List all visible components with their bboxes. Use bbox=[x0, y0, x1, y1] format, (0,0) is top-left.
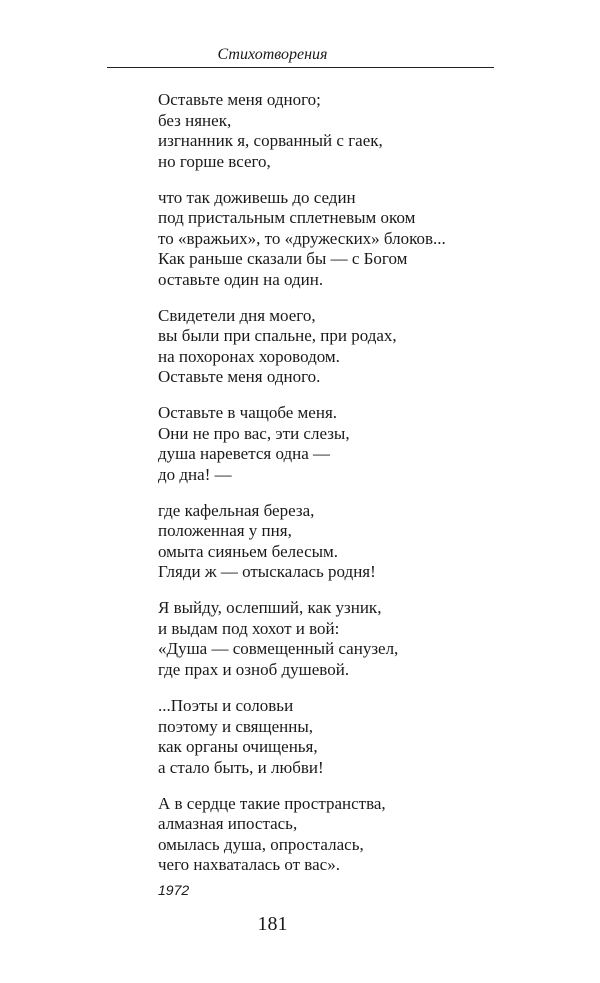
running-head-title: Стихотворения bbox=[217, 46, 328, 63]
poem-line: А в сердце такие пространства, bbox=[158, 793, 386, 813]
poem-line: где прах и озноб душевой. bbox=[158, 659, 350, 679]
poem-line: алмазная ипостась, bbox=[158, 814, 298, 834]
poem-line: Свидетели дня моего, bbox=[158, 305, 316, 325]
poem-line: омылась душа, опросталась, bbox=[158, 834, 364, 854]
stanza bbox=[158, 598, 446, 680]
poem-line: изгнанник я, сорванный с гаек, bbox=[158, 131, 383, 150]
poem-line: а стало быть, и любви! bbox=[158, 757, 324, 777]
poem-line: до дна! — bbox=[158, 464, 232, 484]
stanza bbox=[158, 696, 446, 778]
poem-line: положенная у пня, bbox=[158, 521, 292, 541]
poem-line: оставьте один на один. bbox=[158, 269, 324, 289]
stanza bbox=[158, 306, 446, 388]
poem-line: Гляди ж — отыскалась родня! bbox=[158, 562, 376, 582]
poem-line: но горше всего, bbox=[158, 151, 271, 171]
poem-line: вы были при спальне, при родах, bbox=[158, 326, 397, 346]
stanza bbox=[158, 90, 446, 172]
poem-line: то «вражьих», то «дружеских» блоков... bbox=[158, 228, 446, 248]
poem-line: и выдам под хохот и вой: bbox=[158, 618, 340, 638]
poem-line: поэтому и священны, bbox=[158, 716, 314, 736]
poem-line: Оставьте меня одного. bbox=[158, 367, 321, 387]
poem-line: на похоронах хороводом. bbox=[158, 346, 340, 366]
poem-line: «Душа — совмещенный санузел, bbox=[158, 639, 399, 659]
poem-line: ...Поэты и соловьи bbox=[158, 696, 294, 716]
poem-line: Оставьте меня одного; bbox=[158, 90, 321, 109]
poem-line: Как раньше сказали бы — с Богом bbox=[158, 249, 408, 269]
poem-date: 1972 bbox=[158, 882, 190, 898]
poem-line: без нянек, bbox=[158, 110, 232, 130]
header-rule bbox=[107, 67, 494, 68]
stanza bbox=[158, 794, 446, 876]
page-number: 181 bbox=[257, 913, 288, 935]
stanza bbox=[158, 188, 446, 291]
poem-line: где кафельная береза, bbox=[158, 500, 315, 520]
poem-line: Оставьте в чащобе меня. bbox=[158, 403, 338, 423]
poem-line: как органы очищенья, bbox=[158, 737, 318, 757]
poem-line: под пристальным сплетневым оком bbox=[158, 208, 416, 228]
stanza bbox=[158, 403, 446, 485]
poem-line: омыта сияньем белесым. bbox=[158, 541, 339, 561]
poem-line: душа наревется одна — bbox=[158, 444, 331, 464]
poem-body bbox=[158, 90, 446, 891]
poem-line: что так доживешь до седин bbox=[158, 187, 356, 207]
stanza bbox=[158, 501, 446, 583]
poem-line: Я выйду, ослепший, как узник, bbox=[158, 598, 382, 618]
poem-line: чего нахваталась от вас». bbox=[158, 855, 340, 875]
poem-line: Они не про вас, эти слезы, bbox=[158, 423, 350, 443]
